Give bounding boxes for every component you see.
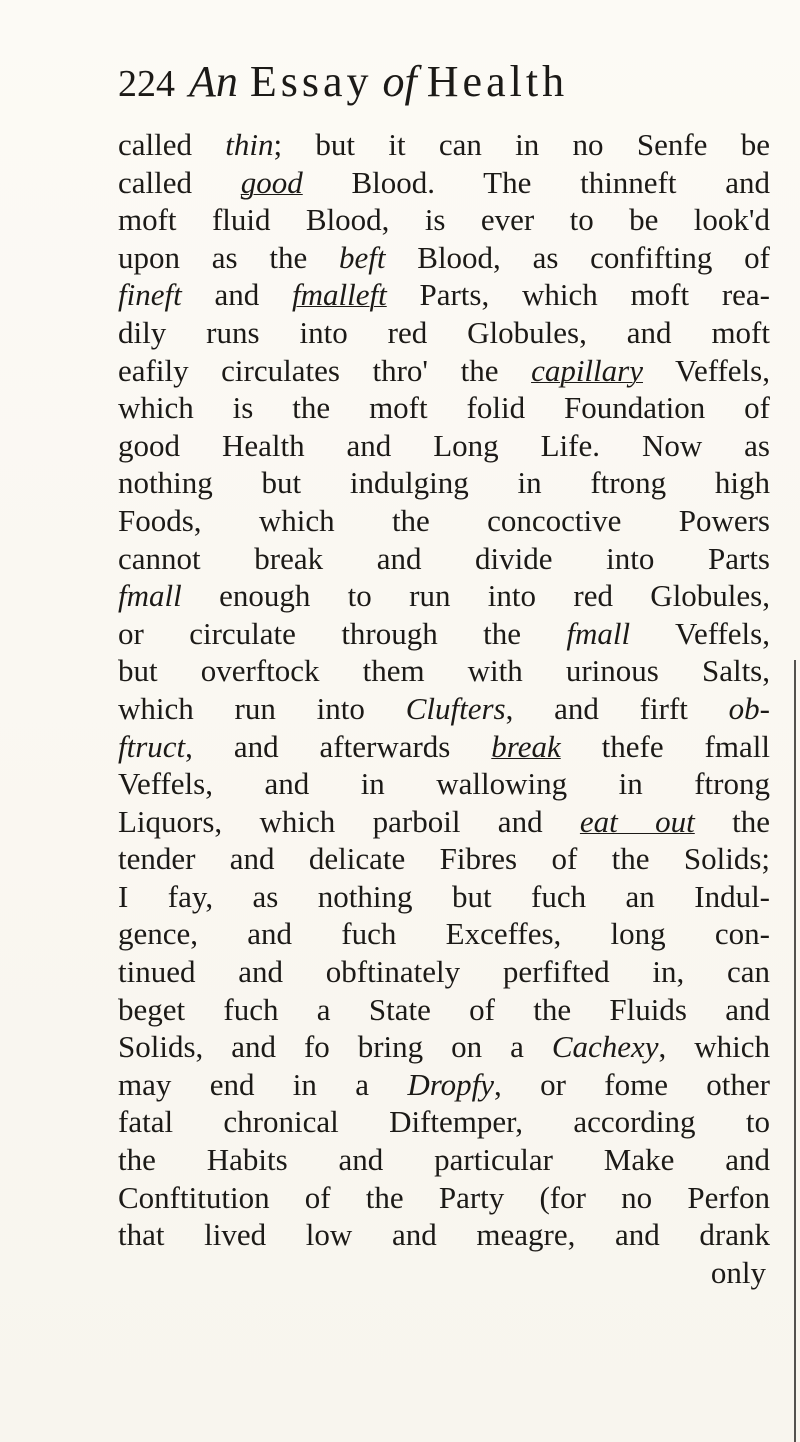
running-header	[118, 42, 758, 122]
text-segment: thefe fmall	[560, 728, 770, 764]
text-segment: Foods, which the concoctive Powers	[118, 502, 770, 538]
text-line	[118, 953, 770, 991]
text-segment: moft fluid Blood, is ever to be look'd	[118, 202, 770, 238]
text-segment: Veffels,	[642, 352, 770, 388]
text-segment: , and firft	[505, 690, 729, 726]
text-segment: but overftock them with urinous Salts,	[118, 653, 770, 689]
text-segment: fineft	[118, 277, 182, 313]
text-segment: , and afterwards	[185, 728, 492, 764]
text-line	[118, 915, 770, 953]
text-line	[118, 878, 770, 916]
text-segment: which is the moft folid Foundation of	[118, 390, 770, 426]
text-segment: eat out	[579, 803, 695, 839]
text-segment: thin	[225, 127, 274, 162]
text-line	[118, 389, 770, 427]
text-segment: fatal chronical Diftemper, according to	[118, 1104, 770, 1140]
text-segment: Blood. The thinneft and	[302, 164, 770, 200]
text-segment: enough to run into red Globules,	[181, 578, 770, 614]
text-line	[118, 1103, 770, 1141]
text-segment: capillary	[531, 352, 643, 388]
text-segment: ; but it can in no Senfe be	[273, 127, 770, 162]
text-segment: upon as the	[118, 239, 339, 275]
text-line	[118, 540, 770, 578]
text-line	[118, 728, 770, 766]
header-title-health: Health	[426, 57, 569, 106]
text-segment: fmalleft	[292, 277, 387, 313]
text-segment: , or fome other	[494, 1066, 770, 1102]
text-segment: ob-	[728, 690, 770, 726]
text-segment: eafily circulates thro' the	[118, 352, 532, 388]
text-line	[118, 690, 770, 728]
header-title-of: of	[382, 57, 417, 106]
text-segment: Conftitution of the Party (for no Perfon	[118, 1179, 770, 1215]
text-segment: the Habits and particular Make and	[118, 1142, 770, 1178]
text-line	[118, 1254, 770, 1292]
text-segment: beft	[339, 239, 386, 275]
text-segment: tender and delicate Fibres of the Solids;	[118, 841, 770, 877]
text-line	[118, 803, 770, 841]
page-edge-shadow	[794, 660, 796, 1442]
text-line	[118, 765, 770, 803]
text-segment: called	[118, 164, 241, 200]
text-line	[118, 991, 770, 1029]
header-title-essay: Essay	[249, 57, 373, 106]
text-line	[118, 1066, 770, 1104]
text-line	[118, 1179, 770, 1217]
text-segment: Blood, as confifting of	[385, 239, 770, 275]
text-segment: Parts, which moft rea-	[386, 277, 770, 313]
text-line	[118, 164, 770, 202]
text-line	[118, 1141, 770, 1179]
text-segment: Veffels, and in wallowing in ftrong	[118, 766, 770, 802]
text-line	[118, 1216, 770, 1254]
text-segment: , which	[658, 1029, 770, 1065]
text-segment: dily runs into red Globules, and moft	[118, 314, 770, 350]
text-line	[118, 502, 770, 540]
text-line	[118, 276, 770, 314]
text-line	[118, 464, 770, 502]
text-segment: which run into	[118, 690, 406, 726]
page-number: 224	[118, 63, 175, 105]
text-line	[118, 577, 770, 615]
text-segment: I fay, as nothing but fuch an Indul-	[118, 878, 770, 914]
text-segment: Veffels,	[630, 615, 770, 651]
text-line	[118, 352, 770, 390]
text-segment: Solids, and fo bring on a	[118, 1029, 552, 1065]
text-segment: beget fuch a State of the Fluids and	[118, 991, 770, 1027]
header-title-an: An	[189, 57, 238, 106]
text-segment: good	[240, 164, 303, 200]
text-line	[118, 314, 770, 352]
text-segment: and	[181, 277, 292, 313]
text-segment: gence, and fuch Exceffes, long con-	[118, 916, 770, 952]
text-segment: tinued and obftinately perfifted in, can	[118, 954, 770, 990]
text-line	[118, 615, 770, 653]
text-line	[118, 652, 770, 690]
text-segment: fmall	[566, 615, 631, 651]
body-text	[118, 126, 770, 1291]
text-segment: Clufters	[405, 690, 506, 726]
text-segment: Liquors, which parboil and	[118, 803, 580, 839]
text-line	[118, 239, 770, 277]
text-line	[118, 126, 770, 164]
text-segment: fmall	[118, 578, 182, 614]
text-line	[118, 201, 770, 239]
text-segment: Dropfy	[407, 1066, 495, 1102]
text-segment: Cachexy	[551, 1029, 659, 1065]
text-segment: or circulate through the	[118, 615, 567, 651]
text-segment: the	[694, 803, 770, 839]
text-line	[118, 840, 770, 878]
text-segment: ftruct	[118, 728, 186, 764]
text-segment: called	[118, 127, 226, 162]
text-line	[118, 1028, 770, 1066]
text-segment: only	[710, 1254, 766, 1290]
text-segment: that lived low and meagre, and drank	[118, 1217, 770, 1253]
text-segment: break	[491, 728, 561, 764]
text-segment: nothing but indulging in ftrong high	[118, 465, 770, 501]
text-segment: cannot break and divide into Parts	[118, 540, 770, 576]
text-line	[118, 427, 770, 465]
text-segment: may end in a	[118, 1066, 408, 1102]
text-segment: good Health and Long Life. Now as	[118, 427, 770, 463]
